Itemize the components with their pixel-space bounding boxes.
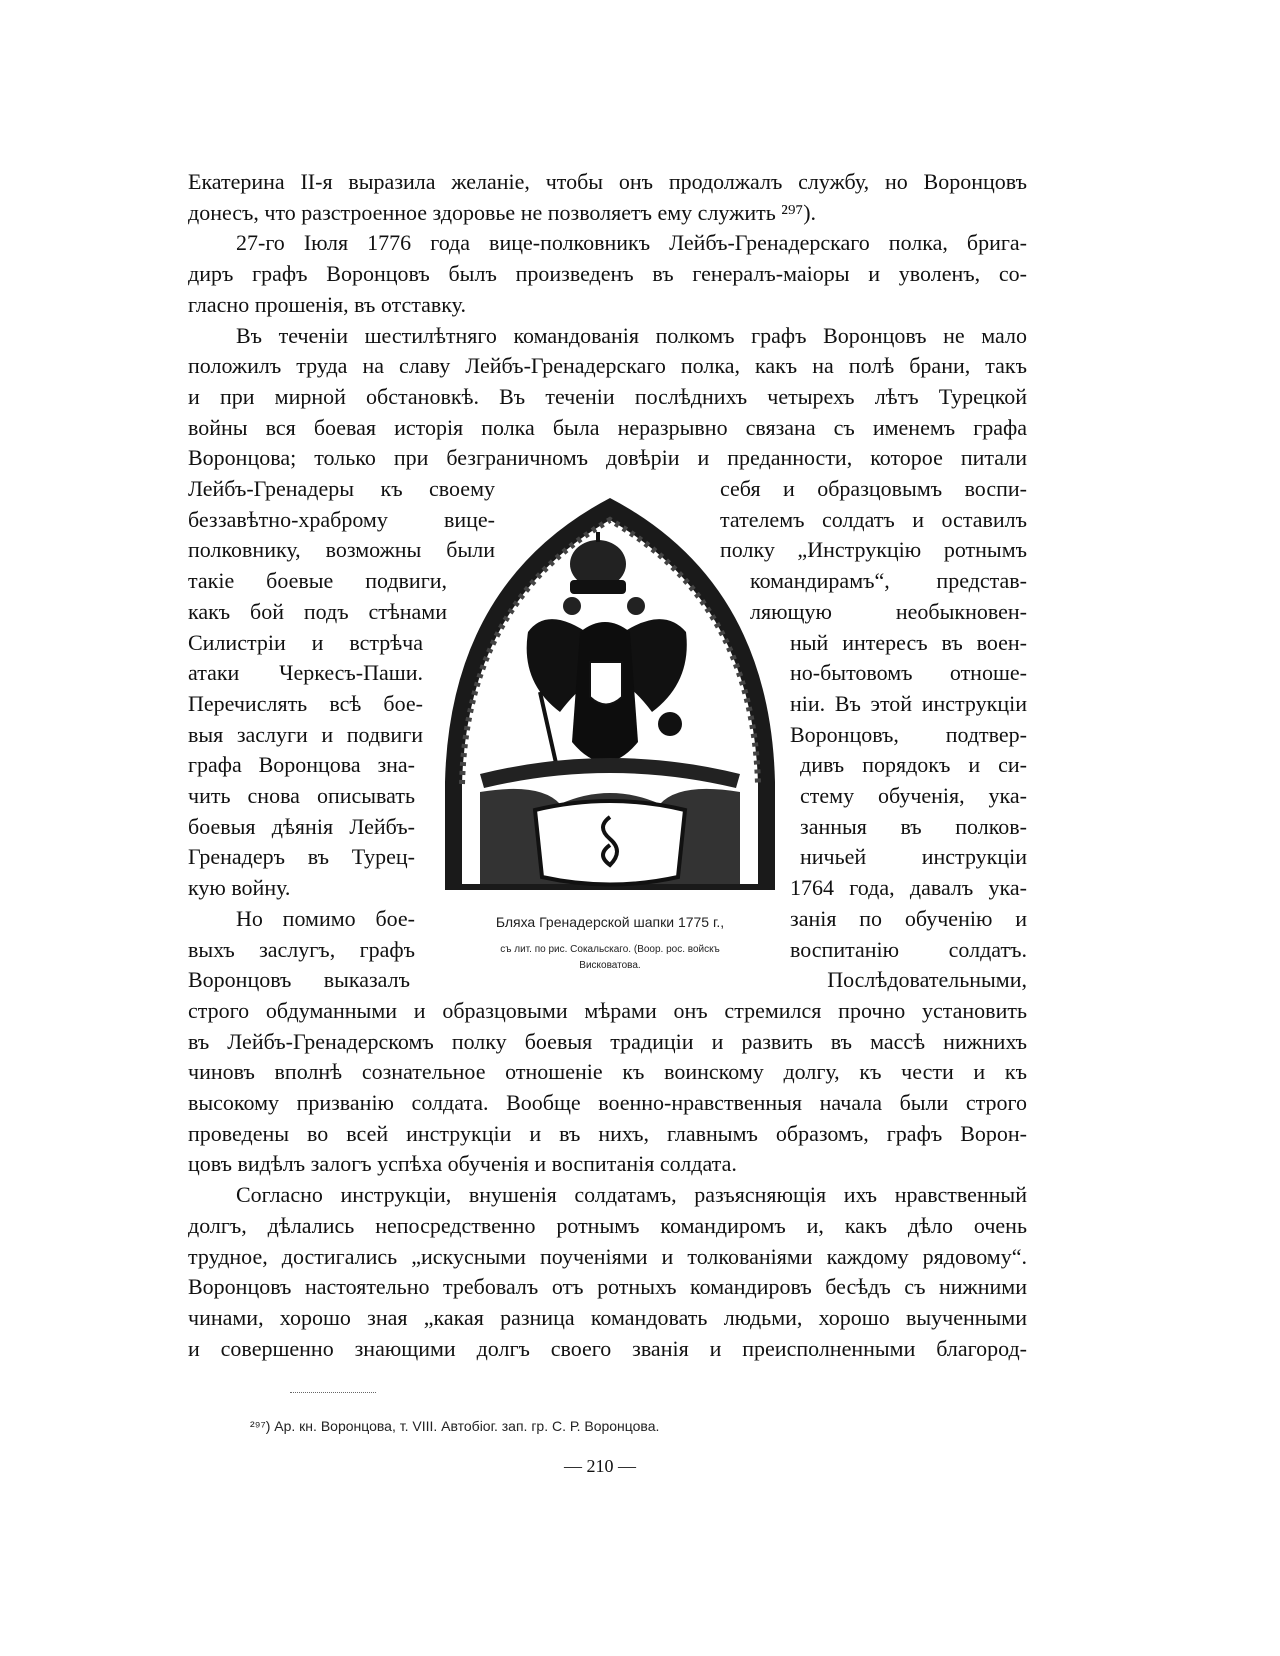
right-column-line: стему обученія, ука- xyxy=(800,783,1027,808)
text-line: донесъ, что разстроенное здоровье не позволяетъ ему служить ²⁹⁷). xyxy=(188,199,817,225)
right-column-line: занія по обученію и xyxy=(790,905,1027,931)
left-column-line: Воронцовъ выказалъ xyxy=(188,967,410,993)
grenadier-badge-icon xyxy=(440,492,780,892)
text-line: Воронцовъ настоятельно требовалъ отъ ротныхъ командировъ бесѣдъ съ нижними xyxy=(188,1274,1027,1300)
left-column-line: кую войну. xyxy=(188,875,291,901)
right-column-line: но-бытовомъ отноше- xyxy=(790,660,1027,686)
right-column-line: тателемъ солдатъ и оставилъ xyxy=(720,506,1027,532)
right-column-line: полку „Инструкцію ротнымъ xyxy=(720,537,1027,563)
text-line: диръ графъ Воронцовъ былъ произведенъ въ генералъ-маіоры и уволенъ, со- xyxy=(188,261,1027,287)
text-line: чинами, хорошо зная „какая разница командовать людьми, хорошо выученными xyxy=(188,1304,1027,1330)
left-column-line: какъ бой подъ стѣнами xyxy=(188,598,447,624)
right-column-line: воспитанію солдатъ. xyxy=(790,936,1027,962)
left-column-line: выхъ заслугъ, графъ xyxy=(188,936,415,962)
right-column-line: дивъ порядокъ и си- xyxy=(800,752,1027,778)
left-column-line: атаки Черкесъ-Паши. xyxy=(188,660,423,686)
text-line: цовъ видѣлъ залогъ успѣха обученія и воспитанія солдата. xyxy=(188,1151,737,1177)
right-column-line: себя и образцовымъ воспи- xyxy=(720,476,1027,501)
left-column-line: Перечислять всѣ бое- xyxy=(188,690,423,716)
text-line: высокому призванію солдата. Вообще военно-нравственныя начала были строго xyxy=(188,1090,1027,1115)
left-column-line: беззавѣтно-храброму вице- xyxy=(188,506,495,532)
text-line: положилъ труда на славу Лейбъ-Гренадерскаго полка, какъ на полѣ брани, такъ xyxy=(188,353,1027,379)
text-line: гласно прошенія, въ отставку. xyxy=(188,291,466,317)
text-line: Согласно инструкціи, внушенія солдатамъ, разъясняющія ихъ нравственный xyxy=(236,1182,1027,1208)
text-line: чиновъ вполнѣ сознательное отношеніе къ воинскому долгу, къ чести и къ xyxy=(188,1059,1027,1085)
left-column-line: выя заслуги и подвиги xyxy=(188,721,423,747)
left-column-line: графа Воронцова зна- xyxy=(188,752,415,778)
right-column-line: ніи. Въ этой инструкціи xyxy=(790,690,1027,716)
badge-illustration xyxy=(440,492,780,897)
left-column-line: чить снова описывать xyxy=(188,783,415,808)
text-line: Воронцова; только при безграничномъ довѣріи и преданности, которое питали xyxy=(188,445,1027,471)
right-column-line: ничьей инструкціи xyxy=(800,844,1027,870)
figure-caption-source-cont: Висковатова. xyxy=(579,960,641,971)
right-column-line: ляющую необыкновен- xyxy=(750,598,1027,624)
left-column-line: боевыя дѣянія Лейбъ- xyxy=(188,813,415,839)
left-column-line: полковнику, возможны были xyxy=(188,537,495,563)
right-column-line: 1764 года, давалъ ука- xyxy=(790,875,1027,901)
text-line: Екатерина II-я выразила желаніе, чтобы онъ продолжалъ службу, но Воронцовъ xyxy=(188,169,1027,194)
text-line: трудное, достигались „искусными поученіями и толкованіями каждому рядовому“. xyxy=(188,1243,1027,1269)
text-line: долгъ, дѣлались непосредственно ротнымъ командиромъ и, какъ дѣло очень xyxy=(188,1212,1027,1238)
text-line: и совершенно знающими долгъ своего званія и преисполненными благород- xyxy=(188,1335,1027,1361)
figure-caption-title: Бляха Гренадерской шапки 1775 г., xyxy=(495,914,725,930)
text-line: войны вся боевая исторія полка была неразрывно связана съ именемъ графа xyxy=(188,414,1027,440)
text-line: въ Лейбъ-Гренадерскомъ полку боевыя традиціи и развить въ массѣ нижнихъ xyxy=(188,1028,1027,1054)
text-line: и при мирной обстановкѣ. Въ теченіи послѣднихъ четырехъ лѣтъ Турецкой xyxy=(188,383,1027,409)
text-line: строго обдуманными и образцовыми мѣрами онъ стремился прочно установить xyxy=(188,997,1027,1023)
text-line: 27-го Іюля 1776 года вице-полковникъ Лейбъ-Гренадерскаго полка, брига- xyxy=(236,230,1027,256)
right-column-line: ный интересъ въ воен- xyxy=(790,629,1027,655)
left-column-line: Лейбъ-Гренадеры къ своему xyxy=(188,476,495,501)
left-column-line: Гренадеръ въ Турец- xyxy=(188,844,415,870)
text-line: Въ теченіи шестилѣтняго командованія полкомъ графъ Воронцовъ не мало xyxy=(236,322,1027,348)
text-line: проведены во всей инструкціи и въ нихъ, главнымъ образомъ, графъ Ворон- xyxy=(188,1120,1027,1146)
left-column-line: Силистріи и встрѣча xyxy=(188,629,423,655)
footnote-divider xyxy=(290,1392,376,1393)
figure-caption-source: съ лит. по рис. Сокальскаго. (Воор. рос. войскъ xyxy=(500,944,720,955)
footnote: ²⁹⁷) Ар. кн. Воронцова, т. VIII. Автобіог. зап. гр. С. Р. Воронцова. xyxy=(250,1418,660,1434)
left-column-line: Но помимо бое- xyxy=(236,905,415,931)
right-column-line: Воронцовъ, подтвер- xyxy=(790,721,1027,747)
right-column-line: Послѣдовательными, xyxy=(827,967,1027,993)
page-number: — 210 — xyxy=(564,1456,636,1476)
left-column-line: такіе боевые подвиги, xyxy=(188,568,447,594)
right-column-line: командирамъ“, представ- xyxy=(750,568,1027,594)
right-column-line: занныя въ полков- xyxy=(800,813,1027,839)
